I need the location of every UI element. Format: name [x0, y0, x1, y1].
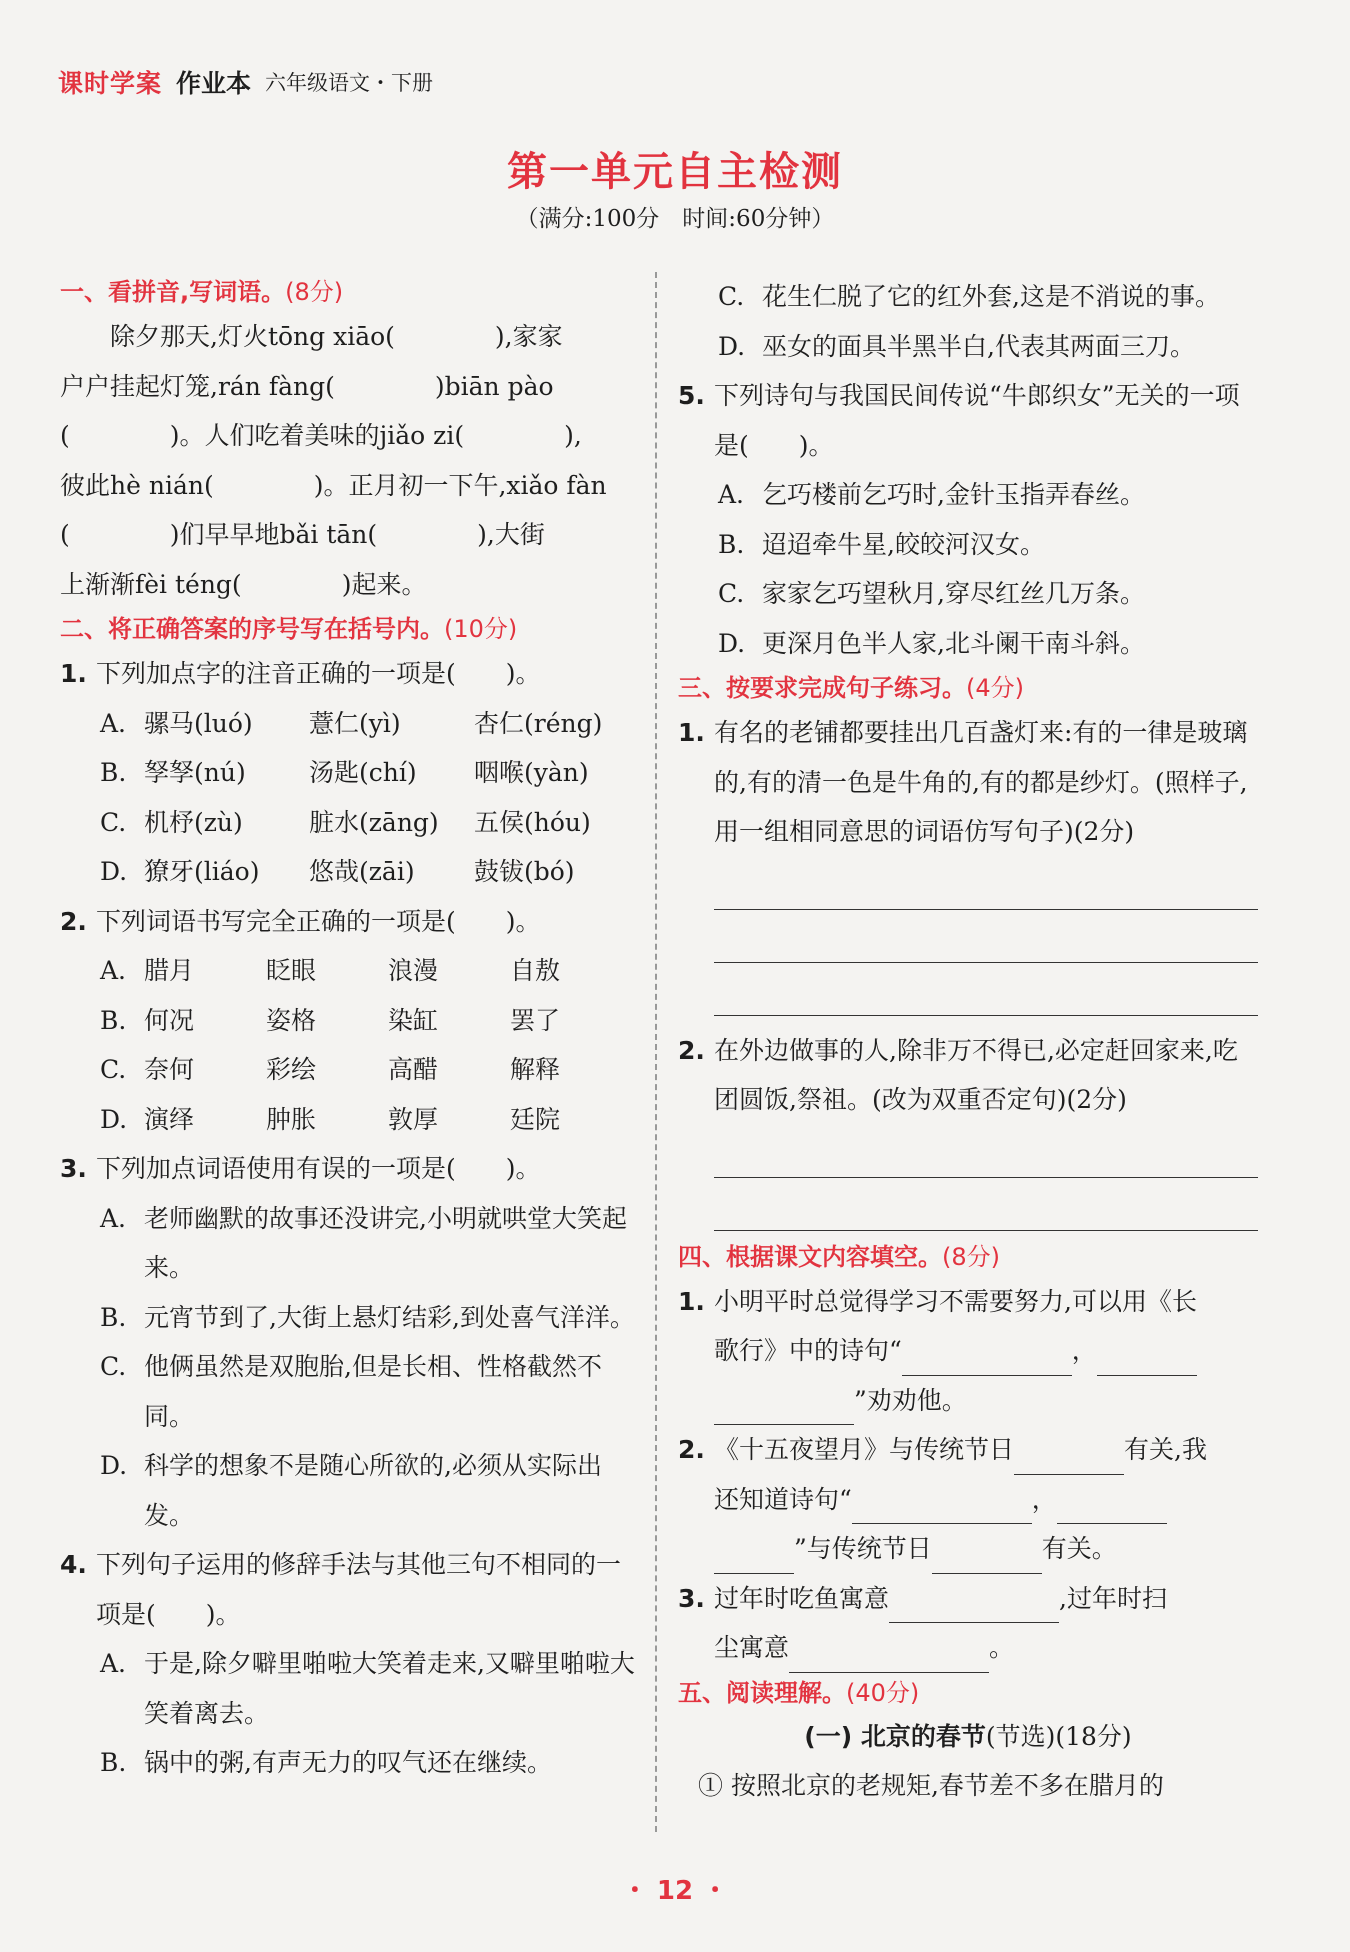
option-letter: C. — [100, 807, 127, 837]
option-row — [100, 847, 640, 897]
grade-label: 六年级语文・下册 — [265, 71, 434, 95]
question-2-1-options — [60, 699, 640, 897]
question-2-4 — [60, 1540, 640, 1639]
option-item: 高醋 — [388, 1055, 439, 1084]
option-item: 眨眼 — [266, 956, 317, 985]
fill-blank[interactable] — [852, 1493, 1032, 1524]
option — [718, 619, 1258, 669]
passage-line: 上渐渐fèi téng( )起来。 — [60, 569, 427, 599]
fill-blank[interactable] — [1014, 1444, 1124, 1475]
question-text: 《十五夜望月》与传统节日 — [714, 1435, 1015, 1464]
option-item: 杏仁(réng) — [474, 708, 603, 738]
brand-logo: 课时学案 — [58, 69, 163, 98]
option-letter: C. — [718, 282, 745, 311]
fill-blank[interactable] — [889, 1592, 1059, 1623]
option-letter: A. — [718, 480, 745, 509]
option — [100, 1738, 640, 1788]
option-row — [100, 1045, 640, 1095]
passage-line: ( )。人们吃着美味的jiǎo zi( ), — [60, 421, 582, 450]
option-letter: A. — [100, 1649, 127, 1678]
question-4-3 — [678, 1574, 1258, 1673]
option-text: 乞巧楼前乞巧时,金针玉指弄春丝。 — [762, 480, 1145, 509]
fill-blank[interactable] — [714, 1394, 854, 1425]
question-text: 过年时吃鱼寓意 — [714, 1583, 890, 1613]
section-1-title: 一、看拼音,写词语。(8分) — [60, 278, 344, 306]
option-item: 彩绘 — [266, 1055, 317, 1084]
reading-passage-title: (一) 北京的春节(节选)(18分) — [804, 1721, 1132, 1751]
option-row — [100, 996, 640, 1046]
option-item: 机杼(zù) — [144, 807, 243, 837]
answer-line[interactable] — [714, 910, 1258, 963]
option-row — [100, 748, 640, 798]
option-text: 花生仁脱了它的红外套,这是不消说的事。 — [762, 282, 1220, 311]
question-2-3 — [60, 1144, 640, 1194]
option-letter: D. — [100, 1451, 128, 1480]
option-item: 何况 — [144, 1005, 195, 1035]
question-3-2 — [678, 1026, 1258, 1125]
question-text: 有关,我 — [1124, 1435, 1207, 1464]
option — [718, 569, 1258, 619]
answer-line[interactable] — [714, 857, 1258, 910]
answer-line[interactable] — [714, 963, 1258, 1016]
option-row — [100, 699, 640, 749]
option-row — [100, 1095, 640, 1145]
option-item: 腊月 — [144, 956, 195, 985]
page-title: 第一单元自主检测 — [507, 149, 843, 195]
question-3-1 — [678, 708, 1258, 857]
question-text: 下列加点字的注音正确的一项是( )。 — [96, 659, 541, 688]
question-text: 下列词语书写完全正确的一项是( )。 — [96, 906, 541, 936]
option-item: 姿格 — [266, 1005, 317, 1035]
option-letter: D. — [718, 628, 746, 658]
section-2-title: 二、将正确答案的序号写在括号内。(10分) — [60, 615, 518, 643]
page-number: ・ 12 ・ — [621, 1876, 729, 1906]
question-text: 有名的老铺都要挂出几百盏灯来:有的一律是玻璃的,有的清一色是牛角的,有的都是纱灯。(照样子,用一组相同意思的词语仿写句子)(2分) — [714, 718, 1248, 846]
option — [718, 272, 1258, 322]
question-2-5 — [678, 371, 1258, 470]
passage-line: 户户挂起灯笼,rán fàng( )biān pào — [60, 371, 554, 401]
right-column — [678, 272, 1258, 1810]
question-2-2-options — [60, 946, 640, 1144]
option-item: 廷院 — [510, 1104, 561, 1134]
option-item: 染缸 — [388, 1005, 439, 1035]
question-4-2: 2. 《十五夜望月》与传统节日 有关,我 还知道诗句“ ， ”与传统节日 有关。 — [678, 1425, 1258, 1574]
option-item: 獠牙(liáo) — [144, 857, 260, 886]
option-item: 孥孥(nú) — [144, 758, 246, 787]
option-letter: A. — [100, 956, 127, 985]
book-name: 作业本 — [176, 69, 252, 98]
question-number: 3. — [60, 1154, 87, 1183]
option — [100, 1194, 640, 1293]
question-text: ”劝劝他。 — [854, 1385, 967, 1415]
option-item: 自敖 — [510, 956, 561, 985]
option — [100, 1441, 640, 1540]
column-divider — [655, 272, 657, 1832]
question-text: 。 — [989, 1633, 1015, 1662]
option-letter: C. — [100, 1352, 127, 1381]
option-item: 解释 — [510, 1055, 561, 1084]
fill-blank[interactable] — [1097, 1345, 1197, 1376]
fill-blank[interactable] — [902, 1345, 1072, 1376]
option-text: 巫女的面具半黑半白,代表其两面三刀。 — [762, 331, 1195, 361]
question-text: 下列句子运用的修辞手法与其他三句不相同的一项是( )。 — [96, 1550, 622, 1629]
option-item: 薏仁(yì) — [309, 708, 401, 738]
answer-line[interactable] — [714, 1178, 1258, 1231]
question-text: ”与传统节日 — [794, 1534, 932, 1563]
passage-line: ( )们早早地bǎi tān( ),大街 — [60, 520, 545, 549]
page-header — [58, 64, 433, 100]
option — [718, 470, 1258, 520]
fill-blank[interactable] — [789, 1642, 989, 1673]
option-letter: C. — [100, 1055, 127, 1084]
answer-line[interactable] — [714, 1125, 1258, 1178]
option-text: 老师幽默的故事还没讲完,小明就哄堂大笑起来。 — [144, 1203, 627, 1282]
question-number: 1. — [60, 659, 87, 688]
question-number: 4. — [60, 1550, 87, 1579]
question-2-4-options — [60, 1639, 640, 1788]
option-letter: C. — [718, 579, 745, 608]
question-number: 2. — [678, 1435, 705, 1464]
option-item: 骡马(luó) — [144, 708, 253, 738]
option-item: 咽喉(yàn) — [474, 758, 589, 787]
option-text: 更深月色半人家,北斗阑干南斗斜。 — [762, 628, 1145, 658]
option — [718, 322, 1258, 372]
option-item: 五侯(hóu) — [474, 807, 591, 837]
option — [100, 1342, 640, 1441]
option-row — [100, 798, 640, 848]
section-4-title: 四、根据课文内容填空。(8分) — [678, 1242, 1000, 1271]
option-letter: B. — [100, 1005, 127, 1035]
question-2-1 — [60, 649, 640, 699]
option — [100, 1293, 640, 1343]
question-2-2 — [60, 897, 640, 947]
question-text: 歌行》中的诗句“ — [714, 1336, 902, 1365]
question-text: 小明平时总觉得学习不需要努力,可以用《长 — [714, 1286, 1197, 1316]
option-text: 迢迢牵牛星,皎皎河汉女。 — [762, 529, 1045, 559]
option-text: 科学的想象不是随心所欲的,必须从实际出发。 — [144, 1451, 602, 1530]
question-2-4-options-continued — [678, 272, 1258, 371]
option — [100, 1639, 640, 1738]
option-letter: B. — [100, 1748, 127, 1777]
question-number: 2. — [60, 906, 87, 936]
question-text: ,过年时扫 — [1059, 1583, 1167, 1613]
option-item: 肿胀 — [266, 1104, 317, 1134]
option-text: 于是,除夕噼里啪啦大笑着走来,又噼里啪啦大笑着离去。 — [144, 1649, 635, 1728]
question-text: 有关。 — [1041, 1534, 1117, 1563]
option-text: 他俩虽然是双胞胎,但是长相、性格截然不同。 — [144, 1352, 602, 1431]
option-letter: B. — [718, 529, 745, 559]
question-2-5-options — [678, 470, 1258, 668]
question-text: 下列诗句与我国民间传说“牛郎织女”无关的一项是( )。 — [714, 381, 1240, 460]
question-text: 还知道诗句“ — [714, 1484, 852, 1514]
option-text: 家家乞巧望秋月,穿尽红丝几万条。 — [762, 579, 1145, 608]
reading-passage: ① 按照北京的老规矩,春节差不多在腊月的 — [698, 1770, 1164, 1800]
option-item: 悠哉(zāi) — [309, 857, 415, 886]
option-item: 汤匙(chí) — [309, 758, 417, 787]
option-item: 脏水(zāng) — [309, 807, 439, 837]
option-letter: A. — [100, 708, 127, 738]
section-5-title: 五、阅读理解。(40分) — [678, 1678, 920, 1707]
option-item: 鼓钹(bó) — [474, 857, 575, 886]
option-item: 演绎 — [144, 1104, 195, 1134]
option — [718, 520, 1258, 570]
option-text: 锅中的粥,有声无力的叹气还在继续。 — [144, 1748, 552, 1777]
option-letter: A. — [100, 1203, 127, 1233]
left-column — [60, 272, 640, 1788]
section-1-passage — [60, 312, 640, 609]
fill-blank[interactable] — [1057, 1493, 1167, 1524]
question-number: 1. — [678, 718, 705, 747]
option-text: 元宵节到了,大街上悬灯结彩,到处喜气洋洋。 — [144, 1302, 635, 1332]
option-row — [100, 946, 640, 996]
fill-blank[interactable] — [932, 1543, 1042, 1574]
option-item: 敦厚 — [388, 1104, 439, 1134]
question-number: 5. — [678, 381, 705, 410]
option-item: 罢了 — [510, 1005, 561, 1035]
section-3-title: 三、按要求完成句子练习。(4分) — [678, 674, 1024, 702]
option-letter: D. — [100, 1104, 128, 1134]
passage-line: 彼此hè nián( )。正月初一下午,xiǎo fàn — [60, 470, 607, 500]
option-letter: D. — [100, 857, 128, 886]
option-item: 浪漫 — [388, 956, 439, 985]
option-letter: B. — [100, 1302, 127, 1332]
question-number: 2. — [678, 1035, 705, 1065]
score-time-info: （满分:100分 时间:60分钟） — [515, 206, 835, 232]
option-item: 奈何 — [144, 1055, 195, 1084]
fill-blank[interactable] — [714, 1543, 794, 1574]
passage-line: 除夕那天,灯火tōng xiāo( ),家家 — [110, 322, 563, 351]
question-number: 1. — [678, 1286, 705, 1316]
question-2-3-options — [60, 1194, 640, 1541]
option-letter: D. — [718, 331, 746, 361]
question-4-1: 1. 小明平时总觉得学习不需要努力,可以用《长 歌行》中的诗句“ ， ”劝劝他。 — [678, 1277, 1258, 1426]
question-text: 尘寓意 — [714, 1633, 790, 1662]
question-text: 下列加点词语使用有误的一项是( )。 — [96, 1154, 541, 1183]
option-letter: B. — [100, 758, 127, 787]
question-text: 在外边做事的人,除非万不得已,必定赶回家来,吃团圆饭,祭祖。(改为双重否定句)(2分) — [714, 1035, 1238, 1114]
question-number: 3. — [678, 1583, 705, 1613]
